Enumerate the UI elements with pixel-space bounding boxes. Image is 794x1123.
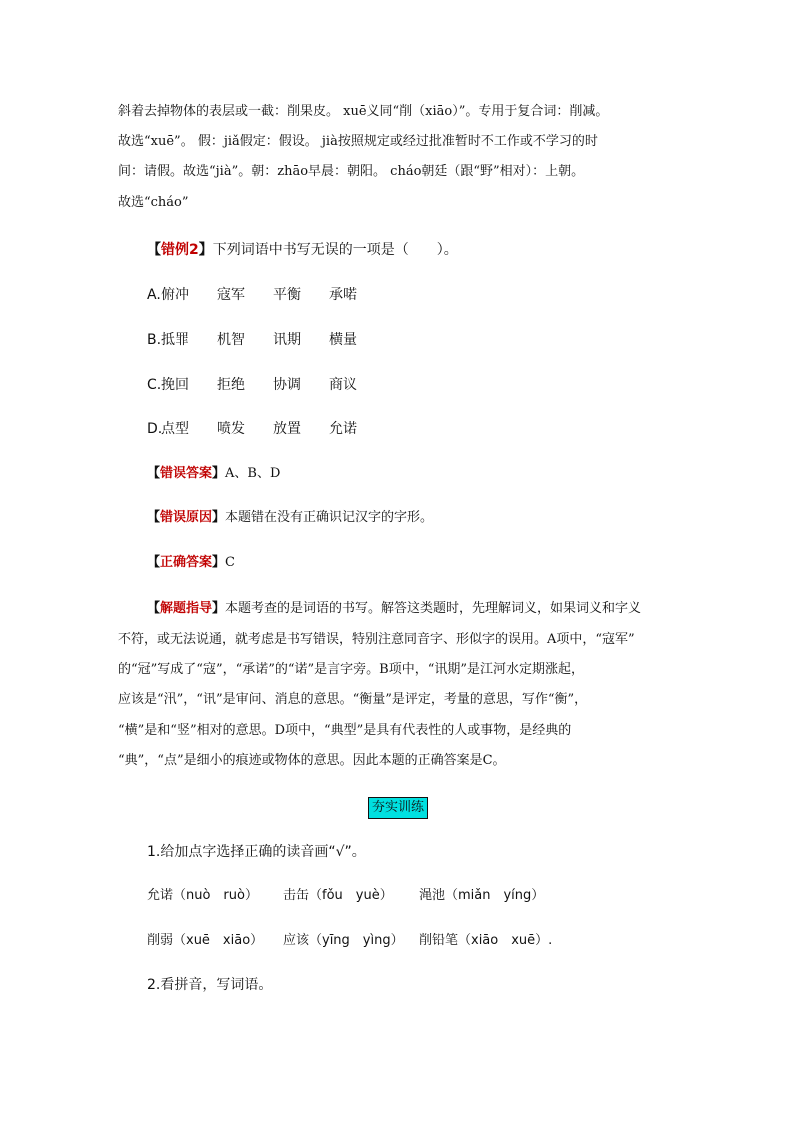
option-word: 喷发 [217, 421, 245, 437]
option-word: 俯冲 [161, 287, 189, 303]
question-heading [147, 240, 458, 260]
option-word: 拒绝 [217, 377, 245, 393]
correct-answer-text: C [225, 555, 235, 570]
option-word: 允诺 [329, 421, 357, 437]
pinyin-choice: 应该（yīng yìng） [283, 933, 404, 948]
option-letter: C. [147, 377, 162, 393]
option-word: 机智 [217, 332, 245, 348]
guide-line-5: “横”是和“竖”相对的意思。D项中，“典型”是具有代表性的人或事物，是经典的 [118, 723, 572, 738]
question-bracket-close: 】 [198, 242, 213, 258]
option-letter: A. [147, 287, 161, 303]
option-word: 平衡 [273, 287, 301, 303]
guide-text-1: 本题考查的是词语的书写。解答这类题时，先理解词义，如果词义和字义 [225, 601, 642, 616]
option-word: 协调 [273, 377, 301, 393]
option-word: 点型 [161, 421, 189, 437]
wrong-answer: 【错误答案】A、B、D [147, 466, 281, 481]
guide-line-2: 不符，或无法说通，就考虑是书写错误，特别注意同音字、形似字的误用。A项中，“寇军” [118, 632, 635, 647]
guide-line-3: 的“冠”写成了“寇”，“承诺”的“诺”是言字旁。B项中，“讯期”是江河水定期涨起， [118, 662, 585, 677]
option-word: 放置 [273, 421, 301, 437]
pinyin-choice: 渑池（miǎn yíng） [419, 888, 545, 903]
wrong-answer-text: A、B、D [225, 466, 281, 481]
option-word: 承喏 [329, 287, 357, 303]
guide-line-4: 应该是“汛”，“讯”是审问、消息的意思。“衡量”是评定，考量的意思，写作“衡”， [118, 692, 588, 707]
option-word: 商议 [329, 377, 357, 393]
correct-answer-tag: 正确答案 [160, 555, 213, 570]
pinyin-choice: 削弱（xuē xiāo） [147, 933, 264, 948]
pinyin-choice: 允诺（nuò ruò） [147, 888, 258, 903]
guide-line-1: 【解题指导】本题考查的是词语的书写。解答这类题时，先理解词义，如果词义和字义 [147, 601, 642, 616]
option-word: 抵罪 [161, 332, 189, 348]
question-text: 下列词语中书写无误的一项是（ ）。 [212, 242, 458, 258]
question-bracket-open: 【 [147, 242, 161, 258]
correct-answer: 【正确答案】C [147, 555, 235, 570]
option-letter: B. [147, 332, 162, 348]
question-tag: 错例2 [161, 242, 199, 258]
wrong-reason-text: 本题错在没有正确识记汉字的字形。 [225, 510, 434, 525]
exercise2-title: 2.看拼音，写词语。 [147, 977, 273, 993]
training-title: 夯实训练 [368, 797, 428, 819]
exercise1-title: 1.给加点字选择正确的读音画“√”。 [147, 844, 366, 860]
option-word: 横量 [329, 332, 357, 348]
intro-line-2: 故选“xuē”。 假：jiǎ假定：假设。 jià按照规定或经过批准暂时不工作或不学习的时 [118, 134, 598, 149]
wrong-answer-tag: 错误答案 [160, 466, 213, 481]
option-word: 寇军 [217, 287, 245, 303]
intro-line-1: 斜着去掉物体的表层或一截：削果皮。 xuē义同“削（xiāo）”。专用于复合词：削减。 [118, 104, 609, 119]
intro-line-4: 故选“cháo” [118, 195, 189, 210]
option-word: 讯期 [273, 332, 301, 348]
option-letter: D. [147, 421, 163, 437]
wrong-reason: 【错误原因】本题错在没有正确识记汉字的字形。 [147, 510, 434, 525]
wrong-reason-tag: 错误原因 [160, 510, 213, 525]
pinyin-choice: 击缶（fǒu yuè） [283, 888, 393, 903]
intro-line-3: 间：请假。故选“jià”。朝：zhāo早晨：朝阳。 cháo朝廷（跟“野”相对）：上朝。 [118, 164, 585, 179]
option-word: 挽回 [161, 377, 189, 393]
pinyin-choice: 削铅笔（xiāo xuē）. [419, 933, 553, 948]
guide-tag: 解题指导 [160, 601, 213, 616]
guide-line-6: “典”，“点”是细小的痕迹或物体的意思。因此本题的正确答案是C。 [118, 753, 506, 768]
